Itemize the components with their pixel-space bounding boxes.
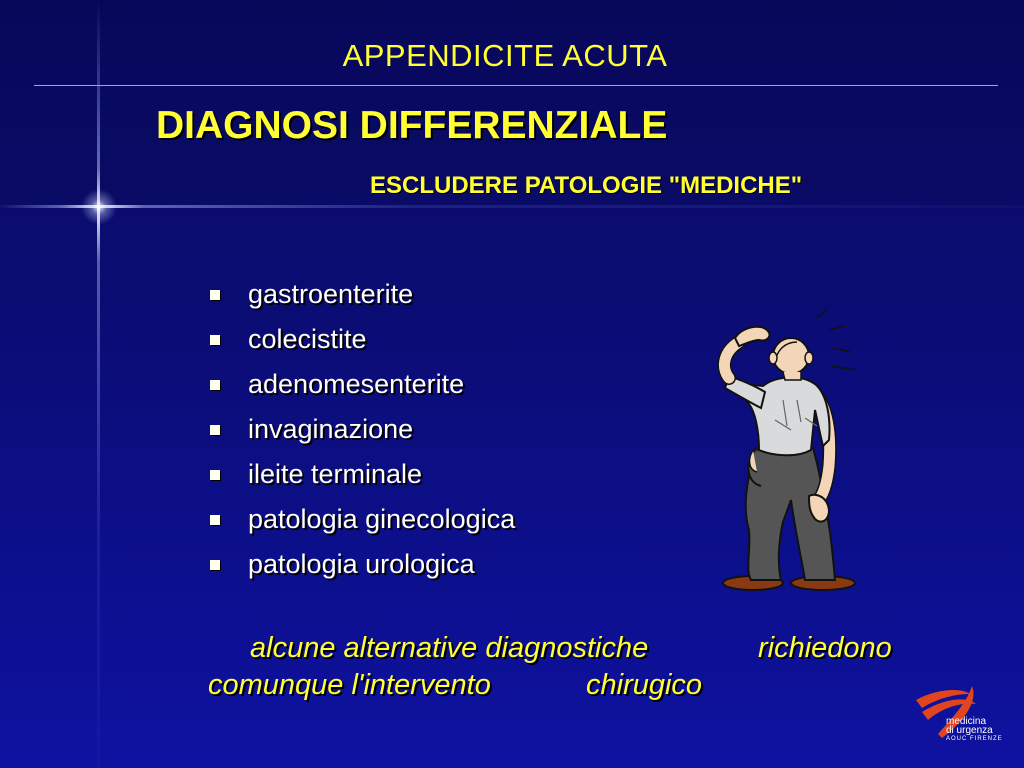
note-line-2b: chirugico [586,669,703,701]
note-line-1b: richiedono [758,632,892,664]
logo-line-1: medicina [946,716,987,727]
list-item [210,362,515,407]
note-line-2a: comunque l'intervento [208,669,491,701]
bullet-square-icon [210,515,220,525]
bullet-square-icon [210,425,220,435]
list-item [210,542,515,587]
horizontal-light-line [0,205,1024,208]
slide-main-title: DIAGNOSI DIFFERENZIALE [156,104,668,147]
bullet-square-icon [210,470,220,480]
bullet-list [210,272,515,587]
light-flare [78,186,120,228]
list-item [210,452,515,497]
list-item [210,407,515,452]
bullet-square-icon [210,335,220,345]
slide-top-title: APPENDICITE ACUTA [342,38,668,73]
bullet-square-icon [210,290,220,300]
note-line-1a: alcune alternative diagnostiche [250,632,649,664]
list-item-text: colecistite [248,324,367,354]
list-item-text: adenomesenterite [248,369,465,399]
confused-man-icon [705,300,865,595]
list-item-text: patologia urologica [248,549,475,579]
logo-line-2: di urgenza [946,725,993,736]
bullet-square-icon [210,560,220,570]
list-item [210,497,515,542]
slide-subtitle: ESCLUDERE PATOLOGIE "MEDICHE" [370,172,803,199]
list-item-text: gastroenterite [248,279,414,309]
list-item-text: ileite terminale [248,459,423,489]
vertical-light-line [97,0,100,768]
logo-line-3: AOUC FIRENZE [946,736,1003,742]
list-item-text: invaginazione [248,414,414,444]
list-item [210,272,515,317]
list-item-text: patologia ginecologica [248,504,516,534]
list-item [210,317,515,362]
divider [34,85,998,86]
logo-text [946,717,1003,744]
bullet-square-icon [210,380,220,390]
